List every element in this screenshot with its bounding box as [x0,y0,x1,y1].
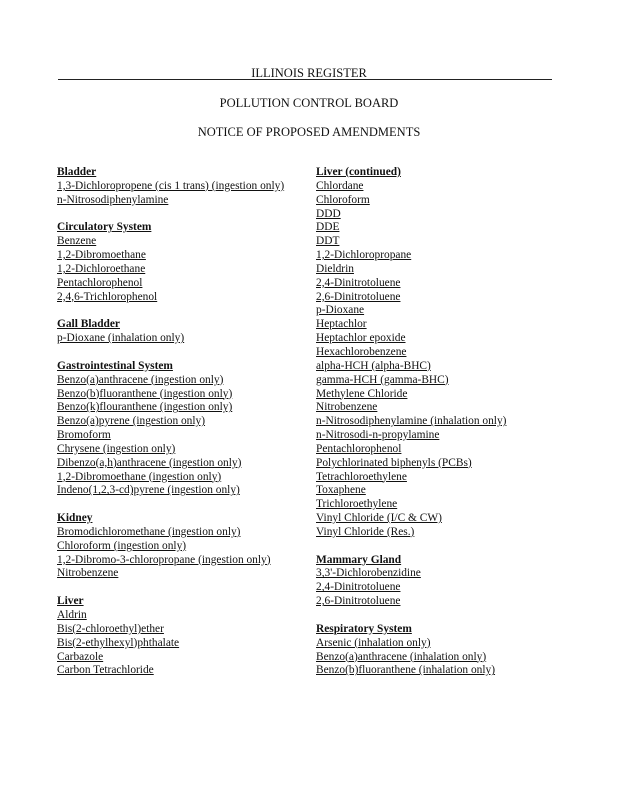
list-item: 1,2-Dibromoethane [57,249,146,262]
list-item: Chloroform (ingestion only) [57,539,187,552]
list-item: 1,2-Dibromoethane (ingestion only) [57,470,222,483]
list-item: 2,4-Dinitrotoluene [316,581,401,594]
list-item: 2,6-Dinitrotoluene [316,595,401,608]
list-item: n-Nitrosodi-n-propylamine [316,429,440,442]
list-item: DDT [316,235,340,248]
board-title: POLLUTION CONTROL BOARD [219,96,399,110]
list-item: 1,3-Dichloropropene (cis 1 trans) (ingestion only) [57,179,285,192]
list-item: DDD [316,207,341,220]
list-item: Vinyl Chloride (I/C & CW) [316,512,442,525]
list-item: Polychlorinated biphenyls (PCBs) [316,456,472,469]
right-column [316,166,506,678]
list-item: Aldrin [57,609,87,621]
section-heading-bladder: Bladder [57,166,97,178]
list-item: 2,4-Dinitrotoluene [316,276,401,289]
list-item: Benzene [57,235,97,248]
section-heading-gall-bladder: Gall Bladder [57,318,120,331]
list-item: 3,3'-Dichlorobenzidine [316,567,421,580]
list-item: Benzo(b)fluoranthene (inhalation only) [316,664,496,677]
list-item: Carbazole [57,650,104,663]
list-item: 2,4,6-Trichlorophenol [57,290,158,303]
list-item: Bromoform [57,429,111,442]
list-item: n-Nitrosodiphenylamine [57,193,169,206]
list-item: Pentachlorophenol [316,442,402,455]
list-item: alpha-HCH (alpha-BHC) [316,359,431,372]
list-item: Pentachlorophenol [57,276,143,289]
list-item: Benzo(a)anthracene (inhalation only) [316,650,487,663]
list-item: Nitrobenzene [57,567,119,580]
left-column [57,166,284,678]
list-item: 1,2-Dichloroethane [57,262,146,275]
section-heading-circulatory: Circulatory System [57,221,152,234]
list-item: 1,2-Dichloropropane [316,249,412,262]
list-item: Chloroform [316,193,370,206]
list-item: Arsenic (inhalation only) [316,636,431,649]
list-item: Dieldrin [316,262,354,275]
list-item: p-Dioxane [316,304,365,317]
list-item: 2,6-Dinitrotoluene [316,290,401,303]
list-item: Methylene Chloride [316,387,408,400]
section-heading-liver-continued: Liver (continued) [316,166,401,178]
section-heading-kidney: Kidney [57,512,93,525]
list-item: DDE [316,221,340,234]
list-item: Toxaphene [316,484,366,497]
list-item: Carbon Tetrachloride [57,664,154,677]
list-item: Chrysene (ingestion only) [57,442,176,455]
section-heading-mammary: Mammary Gland [316,553,402,566]
section-heading-gastrointestinal: Gastrointestinal System [57,359,173,372]
list-item: 1,2-Dibromo-3-chloropropane (ingestion only) [57,553,271,566]
list-item: Heptachlor [316,318,367,331]
list-item: Bis(2-ethylhexyl)phthalate [57,636,180,649]
list-item: Dibenzo(a,h)anthracene (ingestion only) [57,456,242,469]
list-item: Trichloroethylene [316,498,398,511]
register-title: ILLINOIS REGISTER [251,66,367,80]
list-item: gamma-HCH (gamma-BHC) [316,373,449,386]
list-item: Tetrachloroethylene [316,470,407,483]
list-item: Heptachlor epoxide [316,332,406,345]
list-item: Indeno(1,2,3-cd)pyrene (ingestion only) [57,484,240,497]
list-item: Benzo(k)flouranthene (ingestion only) [57,401,233,414]
section-heading-liver: Liver [57,595,84,608]
list-item: Bis(2-chloroethyl)ether [57,622,164,635]
list-item: Benzo(a)pyrene (ingestion only) [57,415,206,428]
list-item: n-Nitrosodiphenylamine (inhalation only) [316,415,507,428]
list-item: Vinyl Chloride (Res.) [316,525,415,538]
section-heading-respiratory: Respiratory System [316,622,412,635]
list-item: Benzo(a)anthracene (ingestion only) [57,373,224,386]
list-item: Hexachlorobenzene [316,345,407,358]
list-item: Nitrobenzene [316,401,378,414]
notice-title: NOTICE OF PROPOSED AMENDMENTS [197,125,421,139]
list-item: Chlordane [316,179,364,192]
list-item: Bromodichloromethane (ingestion only) [57,525,241,538]
list-item: p-Dioxane (inhalation only) [57,332,185,345]
list-item: Benzo(b)fluoranthene (ingestion only) [57,387,233,400]
